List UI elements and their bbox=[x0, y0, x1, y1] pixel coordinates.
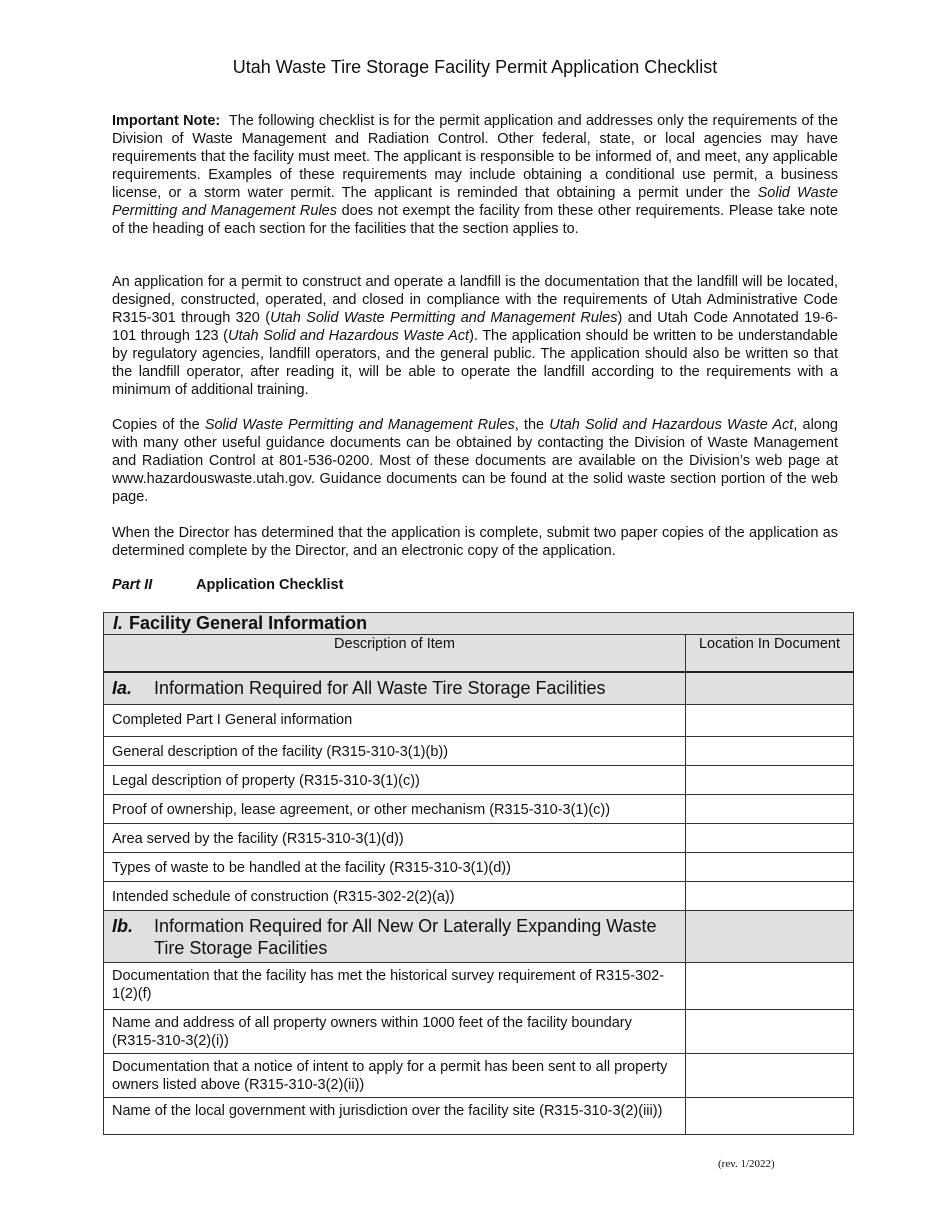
table-row bbox=[104, 1054, 854, 1098]
location-field[interactable] bbox=[686, 737, 854, 766]
p2-text-3: ). The application should be written to be understandable by regulatory agencies, landfill operators, and the general public. The application should also be written so that the landfill operator, after reading it, will be able to operate the landfill according to the requirements with a minimum of additional training. bbox=[112, 328, 838, 398]
part-heading bbox=[112, 576, 343, 594]
application-purpose-paragraph bbox=[112, 273, 838, 399]
subsection-title: Information Required for All New Or Laterally Expanding Waste Tire Storage Facilities bbox=[154, 916, 657, 958]
item-description: Documentation that the facility has met the historical survey requirement of R315-302-1(2)(f) bbox=[104, 963, 686, 1010]
item-description: Proof of ownership, lease agreement, or other mechanism (R315-310-3(1)(c)) bbox=[104, 795, 686, 824]
subsection-location-cell bbox=[686, 672, 854, 705]
column-header-location: Location In Document bbox=[686, 635, 854, 672]
column-header-description: Description of Item bbox=[104, 635, 686, 672]
location-field[interactable] bbox=[686, 1098, 854, 1135]
section-title: Facility General Information bbox=[129, 613, 368, 633]
subsection-title: Information Required for All Waste Tire Storage Facilities bbox=[154, 677, 606, 698]
section-header bbox=[104, 613, 854, 635]
subsection-number: Ib. bbox=[112, 916, 133, 936]
p3-text-2: , the bbox=[514, 417, 550, 433]
p3-text-3: , along with many other useful guidance documents can be obtained by contacting the Division of Waste Management and Radiation Control at 801-536-0200. Most of these documents are available on the Division’s web page at www.hazardouswaste.utah.gov. Guidance documents can be found at the solid waste section portion of the web page. bbox=[112, 417, 838, 505]
table-row bbox=[104, 1010, 854, 1054]
submission-paragraph: When the Director has determined that the application is complete, submit two paper copies of the application as determined complete by the Director, and an electronic copy of the application. bbox=[112, 525, 838, 559]
item-description: Name of the local government with jurisdiction over the facility site (R315-310-3(2)(iii)) bbox=[104, 1098, 686, 1135]
p2-act-title: Utah Solid and Hazardous Waste Act bbox=[227, 328, 470, 344]
note-text-2: does not exempt the facility from these other requirements. Please take note of the heading of each section for the facilities that the section applies to. bbox=[112, 203, 838, 237]
checklist-table bbox=[103, 612, 854, 1135]
table-row bbox=[104, 853, 854, 882]
subsection-number: Ia. bbox=[112, 677, 133, 698]
p3-act-title: Utah Solid and Hazardous Waste Act bbox=[549, 417, 794, 433]
part-title: Application Checklist bbox=[196, 577, 344, 593]
item-description: Intended schedule of construction (R315-302-2(2)(a)) bbox=[104, 882, 686, 911]
location-field[interactable] bbox=[686, 766, 854, 795]
revision-note: (rev. 1/2022) bbox=[718, 1158, 775, 1170]
important-note-label: Important Note: bbox=[112, 113, 221, 129]
p2-rules-title: Utah Solid Waste Permitting and Management Rules bbox=[270, 310, 618, 326]
p2-text-1: An application for a permit to construct and operate a landfill is the documentation that the landfill will be located, designed, constructed, operated, and closed in compliance with the requirements of Utah Administrative Code R315-301 through 320 ( bbox=[112, 274, 838, 326]
section-number: I. bbox=[113, 613, 124, 633]
document-title: Utah Waste Tire Storage Facility Permit Application Checklist bbox=[232, 57, 718, 77]
location-field[interactable] bbox=[686, 853, 854, 882]
p2-text-2: ) and Utah Code Annotated 19-6-101 through 123 ( bbox=[112, 310, 838, 344]
subsection-header bbox=[104, 672, 686, 705]
item-description: General description of the facility (R315-310-3(1)(b)) bbox=[104, 737, 686, 766]
table-row bbox=[104, 795, 854, 824]
note-text-1: The following checklist is for the permit application and addresses only the requirements of the Division of Waste Management and Radiation Control. Other federal, state, or local agencies may have requirements that the facility must meet. The applicant is responsible to be informed of, and meet, any applicable requirements. Examples of these requirements may include obtaining a conditional use permit, a business license, or a storm water permit. The applicant is reminded that obtaining a permit under the bbox=[112, 113, 839, 201]
note-rules-title: Solid Waste Permitting and Management Rules bbox=[112, 185, 839, 219]
item-description: Area served by the facility (R315-310-3(1)(d)) bbox=[104, 824, 686, 853]
column-header-row bbox=[104, 635, 854, 672]
location-field[interactable] bbox=[686, 1054, 854, 1098]
item-description: Name and address of all property owners within 1000 feet of the facility boundary (R315-310-3(2)(i)) bbox=[104, 1010, 686, 1054]
location-field[interactable] bbox=[686, 1010, 854, 1054]
part-number: Part II bbox=[112, 577, 153, 593]
table-row bbox=[104, 824, 854, 853]
section-header-row bbox=[104, 613, 854, 635]
subsection-header bbox=[104, 911, 686, 963]
p3-text-1: Copies of the bbox=[112, 417, 205, 433]
subsection-header-row bbox=[104, 672, 854, 705]
location-field[interactable] bbox=[686, 824, 854, 853]
location-field[interactable] bbox=[686, 795, 854, 824]
table-row bbox=[104, 1098, 854, 1135]
item-description: Legal description of property (R315-310-3(1)(c)) bbox=[104, 766, 686, 795]
table-row bbox=[104, 705, 854, 737]
item-description: Documentation that a notice of intent to apply for a permit has been sent to all property owners listed above (R315-310-3(2)(ii)) bbox=[104, 1054, 686, 1098]
location-field[interactable] bbox=[686, 963, 854, 1010]
location-field[interactable] bbox=[686, 705, 854, 737]
table-row bbox=[104, 766, 854, 795]
important-note-paragraph bbox=[112, 112, 838, 238]
location-field[interactable] bbox=[686, 882, 854, 911]
copies-paragraph bbox=[112, 416, 838, 506]
subsection-location-cell bbox=[686, 911, 854, 963]
table-row bbox=[104, 882, 854, 911]
subsection-header-row bbox=[104, 911, 854, 963]
item-description: Types of waste to be handled at the facility (R315-310-3(1)(d)) bbox=[104, 853, 686, 882]
table-row bbox=[104, 737, 854, 766]
table-row bbox=[104, 963, 854, 1010]
item-description: Completed Part I General information bbox=[104, 705, 686, 737]
p3-rules-title: Solid Waste Permitting and Management Rules bbox=[204, 417, 515, 433]
